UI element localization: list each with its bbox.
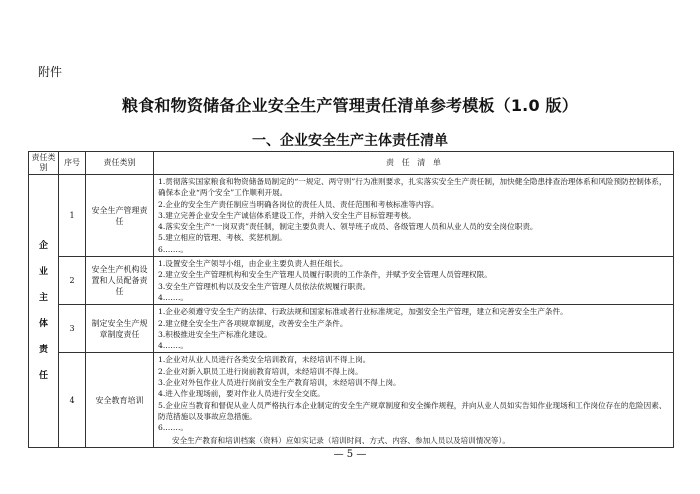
row-items <box>154 257 674 305</box>
list-item: 4.落实安全生产“一岗双责”责任制，制定主要负责人、领导班子成员、各级管理人员和从业人员的安全岗位职责。 <box>158 222 538 232</box>
row-type: 制定安全生产规章制度责任 <box>86 305 154 353</box>
row-number: 2 <box>59 257 86 305</box>
list-item: 6.……。 <box>158 423 189 433</box>
table-row <box>29 175 674 257</box>
attachment-label: 附件 <box>38 65 63 79</box>
list-item: 5.企业应当教育和督促从业人员严格执行本企业制定的安全生产规章制度和安全操作规程，并向从业人员如实告知作业现场和工作岗位存在的危险因素、防范措施以及事故应急措施。 <box>158 400 667 421</box>
list-item: 1.企业对从业人员进行各类安全培训教育，未经培训不得上岗。 <box>158 355 371 365</box>
row-number: 3 <box>59 305 86 353</box>
page-number: — 5 — <box>333 449 367 460</box>
list-item: 6.……。 <box>158 244 189 254</box>
list-item: 2.建立健全安全生产各项规章制度，改善安全生产条件。 <box>158 318 348 328</box>
row-items <box>154 353 674 435</box>
category-char: 任 <box>38 370 48 381</box>
category-char: 体 <box>38 318 48 329</box>
list-item: 3.积极推进安全生产标准化建设。 <box>158 329 272 339</box>
list-item: 1.企业必须遵守安全生产的法律、行政法规和国家标准或者行业标准规定，加强安全生产管理，建立和完善安全生产条件。 <box>158 307 568 317</box>
header-type: 责任类别 <box>86 152 154 175</box>
header-number: 序号 <box>59 152 86 175</box>
table-row <box>29 305 674 353</box>
list-item: 1.设置安全生产领导小组，由企业主要负责人担任组长。 <box>158 259 348 269</box>
category-char: 业 <box>38 266 48 277</box>
final-note: 安全生产教育和培训档案（资料）应如实记录（培训时间、方式、内容、参加人员以及培训情况等）。 <box>154 435 674 448</box>
list-item: 3.建立完善企业安全生产诚信体系建设工作，并纳入安全生产目标管理考核。 <box>158 210 416 220</box>
row-items <box>154 305 674 353</box>
category-char: 责 <box>38 344 48 355</box>
list-item: 4.进入作业现场前，要对作业人员进行安全交底。 <box>158 389 325 399</box>
list-item: 3.安全生产管理机构以及安全生产管理人员依法依规履行职责。 <box>158 281 371 291</box>
table-row <box>29 257 674 305</box>
document-title: 粮食和物资储备企业安全生产管理责任清单参考模板（1.0 版） <box>122 96 578 115</box>
category-char: 企 <box>38 240 48 251</box>
list-item: 2.建立安全生产管理机构和安全生产管理人员履行职责的工作条件，并赋予安全管理人员管理权限。 <box>158 270 492 280</box>
list-item: 1.贯彻落实国家粮食和物资储备局制定的“一规定、两守则”行为准则要求，扎实落实安全生产责任制，加快健全隐患排查治理体系和风险预防控制体系，确保本企业“两个安全”工作顺利开展。 <box>158 177 667 198</box>
list-item: 5.建立相应的管理、考核、奖惩机制。 <box>158 233 287 243</box>
row-number: 1 <box>59 175 86 257</box>
row-type: 安全教育培训 <box>86 353 154 447</box>
category-char: 主 <box>38 292 48 303</box>
responsibility-table <box>28 151 674 448</box>
section-subtitle: 一、企业安全生产主体责任清单 <box>252 133 448 149</box>
row-type: 安全生产机构设置和人员配备责任 <box>86 257 154 305</box>
header-list: 责 任 清 单 <box>154 152 674 175</box>
list-item: 2.企业的安全生产责任制应当明确各岗位的责任人员、责任范围和考核标准等内容。 <box>158 199 439 209</box>
row-type: 安全生产管理责任 <box>86 175 154 257</box>
header-category: 责任类别 <box>29 152 59 175</box>
row-items <box>154 175 674 257</box>
category-cell <box>29 175 59 448</box>
table-header-row <box>29 152 674 175</box>
row-number: 4 <box>59 353 86 447</box>
table-row <box>29 353 674 435</box>
list-item: 2.企业对新入职员工进行岗前教育培训，未经培训不得上岗。 <box>158 366 363 376</box>
list-item: 4.……。 <box>158 292 189 302</box>
list-item: 3.企业对外包作业人员进行岗前安全生产教育培训，未经培训不得上岗。 <box>158 378 401 388</box>
list-item: 4.……。 <box>158 341 189 351</box>
